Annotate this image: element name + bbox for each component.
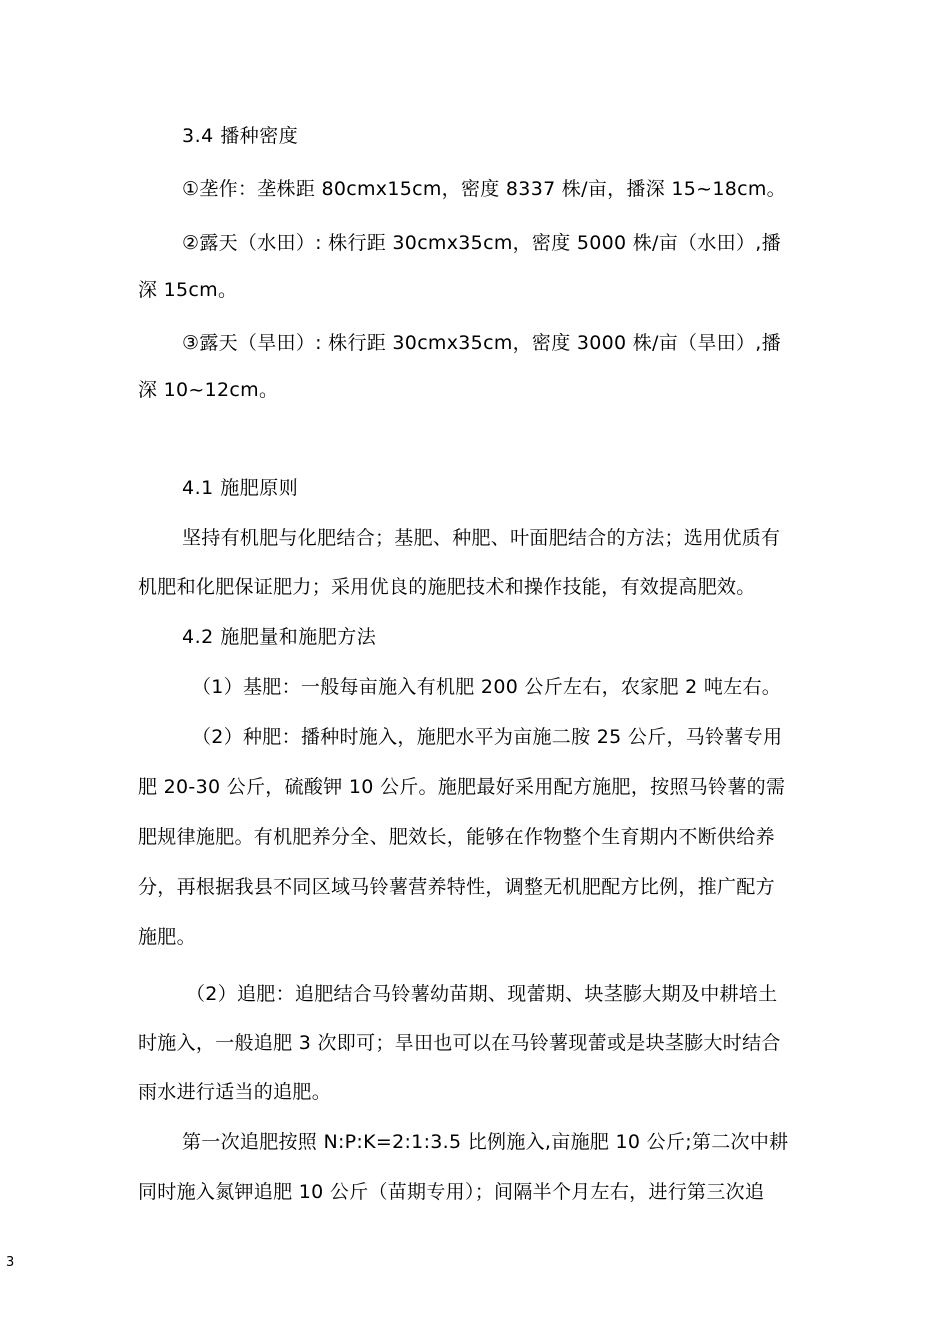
density-item-dryland-line2: 深 10~12cm。 [138,379,279,401]
section-4-1-heading: 4.1 施肥原则 [182,477,299,499]
top-dressing-line: 时施入，一般追肥 3 次即可；旱田也可以在马铃薯现蕾或是块茎膨大时结合 [138,1032,781,1054]
seed-fertilizer-line: 肥 20-30 公斤，硫酸钾 10 公斤。施肥最好采用配方施肥，按照马铃薯的需 [138,776,786,798]
density-item-dryland-line1: ③露天（旱田）: 株行距 30cmx35cm，密度 3000 株/亩（旱田）,播 [182,332,781,354]
principle-para-line2: 机肥和化肥保证肥力；采用优良的施肥技术和操作技能，有效提高肥效。 [138,576,756,598]
base-fertilizer-line: （1）基肥：一般每亩施入有机肥 200 公斤左右，农家肥 2 吨左右。 [192,676,782,698]
principle-para-line1: 坚持有机肥与化肥结合；基肥、种肥、叶面肥结合的方法；选用优质有 [182,527,781,549]
section-3-4-heading: 3.4 播种密度 [182,125,299,147]
top-dressing-line: 雨水进行适当的追肥。 [138,1081,332,1103]
density-item-paddy-line2: 深 15cm。 [138,279,238,301]
density-item-paddy-line1: ②露天（水田）: 株行距 30cmx35cm，密度 5000 株/亩（水田）,播 [182,232,781,254]
top-dressing-line: （2）追肥：追肥结合马铃薯幼苗期、现蕾期、块茎膨大期及中耕培土 [186,983,778,1005]
first-top-dressing-line: 第一次追肥按照 N:P:K=2:1:3.5 比例施入,亩施肥 10 公斤;第二次中耕 [182,1131,789,1153]
page-number: 3 [6,1255,15,1270]
density-item-ridge: ①垄作：垄株距 80cmx15cm，密度 8337 株/亩，播深 15~18cm。 [182,178,786,200]
section-4-2-heading: 4.2 施肥量和施肥方法 [182,626,377,648]
seed-fertilizer-line: 肥规律施肥。有机肥养分全、肥效长，能够在作物整个生育期内不断供给养 [138,826,775,848]
seed-fertilizer-line: 施肥。 [138,926,196,948]
seed-fertilizer-line: （2）种肥：播种时施入，施肥水平为亩施二胺 25 公斤，马铃薯专用 [192,726,783,748]
first-top-dressing-line: 同时施入氮钾追肥 10 公斤（苗期专用）；间隔半个月左右，进行第三次追 [138,1181,765,1203]
seed-fertilizer-line: 分，再根据我县不同区域马铃薯营养特性，调整无机肥配方比例，推广配方 [138,876,775,898]
